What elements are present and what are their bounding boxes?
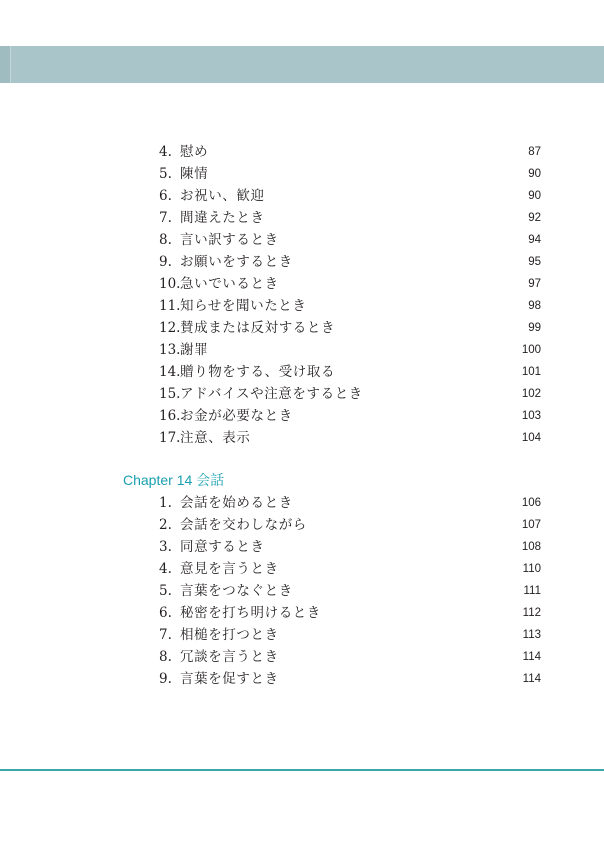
toc-entry-number: 9. [159,671,172,687]
toc-entry-page: 90 [528,190,541,202]
toc-entry-number: 2. [159,517,172,533]
toc-entry-title: 急いでいるとき [180,276,279,292]
toc-entry-number: 11. [159,298,181,314]
toc-entry-number: 5. [159,583,172,599]
toc-entry-title: 同意するとき [180,539,265,555]
toc-entry-title: 贈り物をする、受け取る [180,364,336,380]
toc-entry[interactable] [0,383,604,405]
toc-entry-number: 4. [159,144,172,160]
toc-entry-title: 注意、表示 [180,430,251,446]
toc-entry-number: 12. [159,320,181,336]
toc-entry-title: お祝い、歓迎 [180,188,265,204]
toc-entry[interactable] [0,251,604,273]
toc-entry-title: 言葉をつなぐとき [180,583,293,599]
toc-entry-page: 103 [521,410,541,422]
toc-entry-number: 10. [159,276,181,292]
toc-entry[interactable] [0,602,604,624]
header-band [0,46,604,83]
toc-entry-number: 3. [159,539,172,555]
toc-entry-page: 107 [521,519,541,531]
toc-entry-page: 106 [521,497,541,509]
toc-entry-page: 102 [521,388,541,400]
toc-entry-title: 間違えたとき [180,210,265,226]
toc-entry-number: 9. [159,254,172,270]
toc-entry-title: 言葉を促すとき [180,671,279,687]
toc-entry[interactable] [0,339,604,361]
toc-entry-title: 会話を始めるとき [180,495,293,511]
toc-entry-title: アドバイスや注意をするとき [180,386,363,402]
toc-entry-page: 95 [528,256,541,268]
toc-entry-number: 7. [159,210,172,226]
toc-entry-page: 87 [528,146,541,158]
header-band-edge [0,46,11,83]
toc-entry[interactable] [0,141,604,163]
toc-entry-page: 111 [523,585,541,597]
toc-entry-title: 陳情 [180,166,209,182]
toc-entry-number: 6. [159,188,172,204]
toc-entry-number: 1. [159,495,172,511]
toc-entry-page: 113 [522,629,541,641]
toc-entry-page: 97 [528,278,541,290]
toc-entry[interactable] [0,646,604,668]
toc-entry-title: お願いをするとき [180,254,293,270]
toc-entry-title: 慰め [180,144,209,160]
toc-entry-title: 秘密を打ち明けるとき [180,605,321,621]
toc-entry[interactable] [0,558,604,580]
toc-entry-number: 13. [159,342,181,358]
toc-entry[interactable] [0,668,604,690]
toc-entry-title: 言い訳するとき [180,232,279,248]
toc-entry[interactable] [0,273,604,295]
chapter-heading[interactable]: Chapter 14 会話 [123,472,225,488]
toc-entry[interactable] [0,295,604,317]
toc-entry-page: 90 [528,168,541,180]
toc-entry-number: 6. [159,605,172,621]
toc-entry-title: お金が必要なとき [180,408,293,424]
toc-entry[interactable] [0,624,604,646]
toc-entry-page: 108 [521,541,541,553]
toc-entry-number: 17. [159,430,181,446]
toc-entry-page: 110 [522,563,541,575]
toc-entry[interactable] [0,229,604,251]
toc-entry-title: 知らせを聞いたとき [180,298,307,314]
toc-entry-page: 98 [528,300,541,312]
toc-entry-page: 94 [528,234,541,246]
toc-entry[interactable] [0,514,604,536]
toc-entry-page: 101 [521,366,541,378]
toc-entry-page: 100 [521,344,541,356]
toc-entry-title: 冗談を言うとき [180,649,279,665]
toc-entry[interactable] [0,317,604,339]
toc-entry-page: 114 [522,651,541,663]
toc-entry-page: 114 [522,673,541,685]
toc-entry[interactable] [0,536,604,558]
toc-entry-number: 7. [159,627,172,643]
toc-entry-number: 4. [159,561,172,577]
toc-entry-number: 8. [159,232,172,248]
toc-entry-page: 104 [521,432,541,444]
toc-entry-title: 相槌を打つとき [180,627,279,643]
toc-entry[interactable] [0,361,604,383]
footer-rule [0,769,604,771]
toc-entry-title: 賛成または反対するとき [180,320,336,336]
toc-entry-number: 14. [159,364,181,380]
toc-entry[interactable] [0,405,604,427]
toc-entry-number: 5. [159,166,172,182]
toc-entry-number: 15. [159,386,181,402]
toc-entry[interactable] [0,207,604,229]
toc-entry[interactable] [0,185,604,207]
toc-entry[interactable] [0,427,604,449]
toc-entry-number: 16. [159,408,181,424]
toc-entry-number: 8. [159,649,172,665]
toc-entry-title: 会話を交わしながら [180,517,307,533]
toc-entry[interactable] [0,163,604,185]
toc-entry-title: 謝罪 [180,342,209,358]
toc-entry-page: 99 [528,322,541,334]
toc-entry-page: 112 [522,607,541,619]
toc-entry[interactable] [0,580,604,602]
toc-entry[interactable] [0,492,604,514]
toc-entry-title: 意見を言うとき [180,561,279,577]
toc-entry-page: 92 [528,212,541,224]
